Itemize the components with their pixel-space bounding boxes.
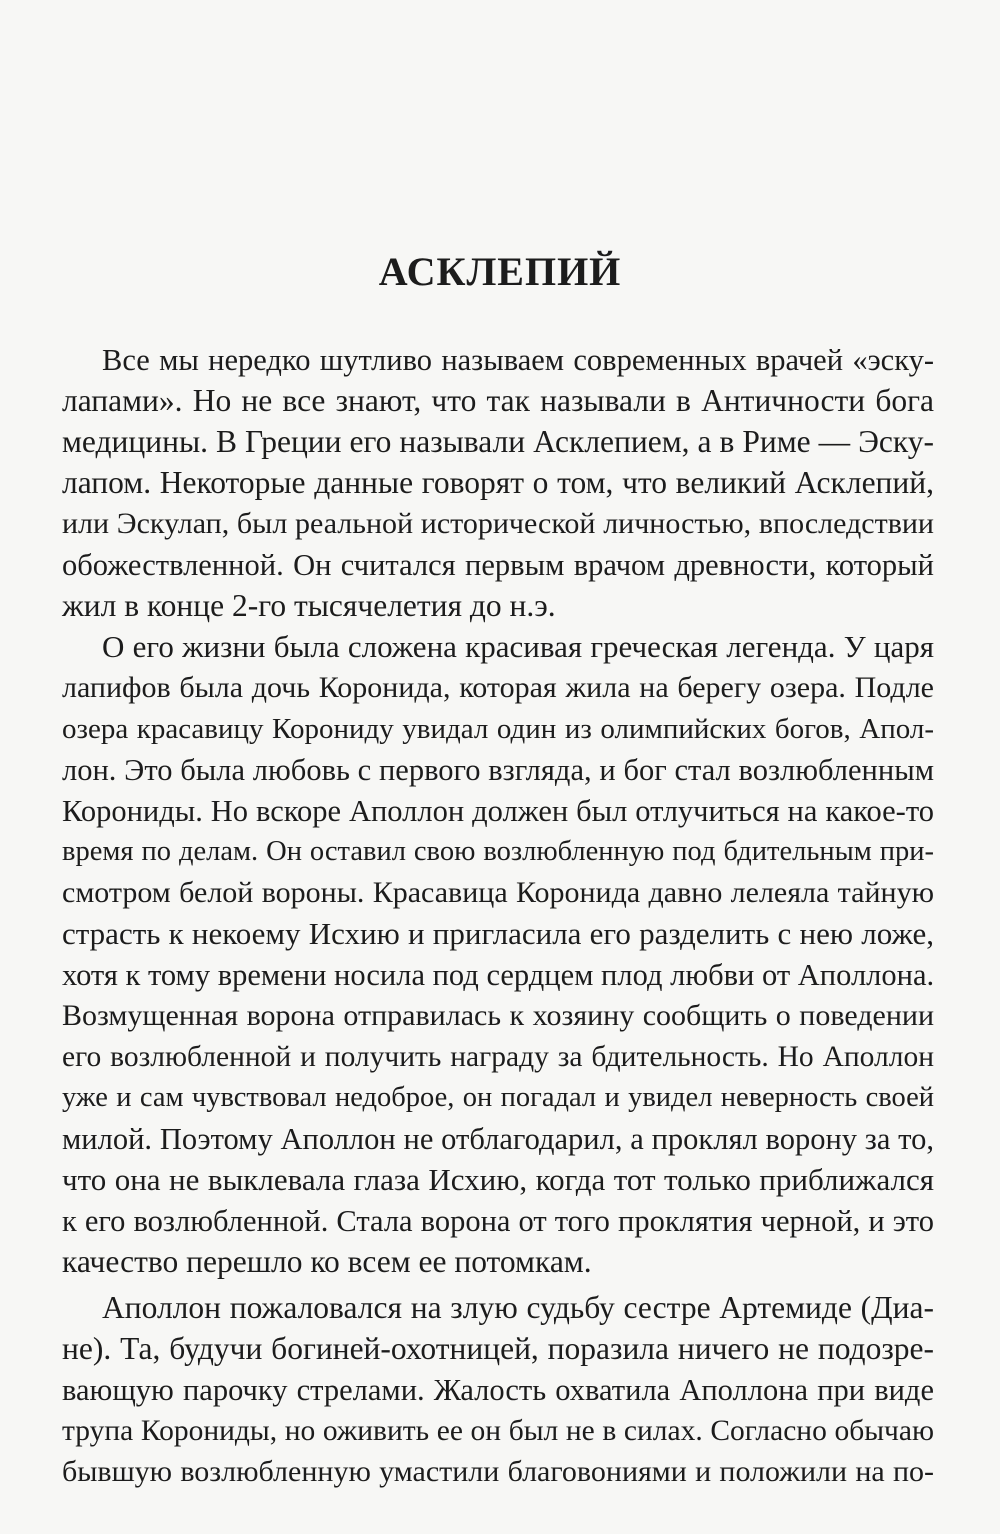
text-line: качество перешло ко всем ее потомкам. — [62, 1244, 592, 1279]
text-line: Возмущенная ворона отправилась к хозяину сообщить о поведении — [62, 999, 934, 1032]
text-line: страсть к некоему Исхию и пригласила его разделить с нею ложе, — [62, 916, 934, 951]
text-line: не). Та, будучи богиней-охотницей, поразила ничего не подозре- — [62, 1331, 934, 1366]
text-line: медицины. В Греции его называли Асклепием, а в Риме — Эску- — [62, 424, 934, 459]
text-line: лапом. Некоторые данные говорят о том, что великий Асклепий, — [62, 465, 934, 500]
text-line: вающую парочку стрелами. Жалость охватила Аполлона при виде — [62, 1373, 934, 1407]
text-line: смотром белой вороны. Красавица Коронида давно лелеяла тайную — [62, 876, 934, 909]
text-line: О его жизни была сложена красивая греческая легенда. У царя — [102, 629, 934, 664]
text-line: трупа Корониды, но оживить ее он был не в силах. Согласно обычаю — [62, 1415, 934, 1447]
text-line: милой. Поэтому Аполлон не отблагодарил, а проклял ворону за то, — [62, 1122, 934, 1156]
text-line: что она не выклевала глаза Исхию, когда тот только приближался — [62, 1162, 934, 1197]
text-line: бывшую возлюбленную умастили благовониями и положили на по- — [62, 1455, 934, 1488]
text-line: Аполлон пожаловался на злую судьбу сестре Артемиде (Диа- — [102, 1290, 934, 1325]
text-line: к его возлюбленной. Стала ворона от того проклятия черной, и это — [62, 1204, 934, 1238]
text-line: его возлюбленной и получить награду за бдительность. Но Аполлон — [62, 1041, 934, 1073]
text-line: время по делам. Он оставил свою возлюбленную под бдительным при- — [62, 836, 934, 867]
text-line: Все мы нередко шутливо называем современных врачей «эску- — [102, 343, 934, 377]
text-line: лапами». Но не все знают, что так называли в Античности бога — [62, 383, 934, 418]
text-line: или Эскулап, был реальной исторической личностью, впоследствии — [62, 507, 934, 540]
text-line: хотя к тому времени носила под сердцем плод любви от Аполлона. — [62, 958, 935, 992]
text-line: Корониды. Но вскоре Аполлон должен был отлучиться на какое-то — [62, 794, 934, 828]
text-line: уже и сам чувствовал недоброе, он погадал и увидел неверность своей — [62, 1082, 934, 1113]
chapter-title: АСКЛЕПИЙ — [378, 249, 622, 294]
text-line: лапифов была дочь Коронида, которая жила на берегу озера. Подле — [62, 671, 934, 704]
text-line: лон. Это была любовь с первого взгляда, и бог стал возлюбленным — [62, 753, 934, 787]
text-line: жил в конце 2-го тысячелетия до н.э. — [62, 588, 556, 623]
text-line: озера красавицу Корониду увидал один из олимпийских богов, Апол- — [62, 713, 934, 745]
text-line: обожествленной. Он считался первым врачом древности, который — [62, 548, 934, 582]
